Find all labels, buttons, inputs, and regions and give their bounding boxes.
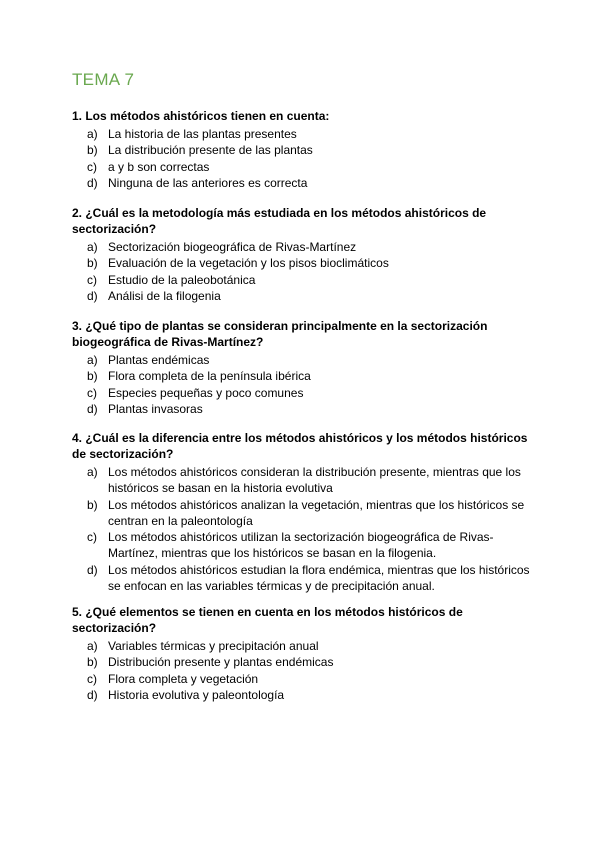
question-3 [72, 318, 532, 417]
option-marker: d) [87, 288, 98, 303]
option-text: Flora completa de la península ibérica [108, 369, 311, 384]
option-b [72, 142, 532, 158]
option-text: Los métodos ahistóricos analizan la vegetación, mientras que los históricos se centran en la paleontología [108, 497, 525, 528]
option-a [72, 239, 532, 255]
options-list [72, 239, 532, 304]
option-d [72, 288, 532, 304]
option-marker: a) [87, 127, 98, 141]
option-a [72, 464, 532, 497]
option-marker: a) [87, 353, 98, 367]
option-text: a y b son correctas [108, 159, 210, 174]
option-text: Variables térmicas y precipitación anual [108, 639, 319, 653]
option-marker: c) [87, 272, 97, 287]
option-b [72, 368, 532, 384]
option-c [72, 385, 532, 401]
question-2 [72, 205, 532, 304]
option-marker: b) [87, 369, 98, 384]
page-title: TEMA 7 [72, 70, 135, 89]
options-list [72, 638, 532, 703]
question-text: 4. ¿Cuál es la diferencia entre los métodos ahistóricos y los métodos históricos de sectorización? [72, 431, 528, 461]
option-c [72, 529, 532, 562]
options-list [72, 464, 532, 594]
option-marker: a) [87, 240, 98, 254]
question-1 [72, 108, 532, 191]
question-text: 2. ¿Cuál es la metodología más estudiada en los métodos ahistóricos de sectorización? [72, 206, 487, 236]
question-4 [72, 430, 532, 594]
option-marker: d) [87, 401, 98, 416]
option-text: Análisi de la filogenia [108, 288, 221, 303]
option-marker: b) [87, 497, 98, 512]
option-c [72, 272, 532, 288]
option-text: Historia evolutiva y paleontología [108, 687, 285, 702]
question-5 [72, 604, 532, 703]
question-text: 5. ¿Qué elementos se tienen en cuenta en los métodos históricos de sectorización? [72, 605, 463, 635]
option-marker: c) [87, 159, 97, 174]
option-marker: b) [87, 256, 98, 271]
option-marker: a) [87, 639, 98, 653]
option-d [72, 687, 532, 703]
option-text: Ninguna de las anteriores es correcta [108, 175, 308, 190]
option-marker: c) [87, 385, 97, 400]
option-a [72, 352, 532, 368]
option-marker: b) [87, 655, 98, 670]
option-a [72, 126, 532, 142]
option-text: La historia de las plantas presentes [108, 127, 297, 141]
option-c [72, 671, 532, 687]
option-text: Evaluación de la vegetación y los pisos bioclimáticos [108, 256, 389, 271]
option-text: Plantas endémicas [108, 353, 210, 367]
option-text: Sectorización biogeográfica de Rivas-Martínez [108, 240, 357, 254]
option-b [72, 255, 532, 271]
option-text: Los métodos ahistóricos estudian la flora endémica, mientras que los históricos se enfocan en las variables térmicas y de precipitación anual. [108, 562, 530, 594]
option-text: Flora completa y vegetación [108, 671, 259, 686]
option-text: Los métodos ahistóricos utilizan la sectorización biogeográfica de Rivas-Martínez, mientras que los históricos se basan en la filogenia. [108, 530, 494, 561]
option-marker: d) [87, 175, 98, 190]
option-marker: c) [87, 671, 97, 686]
option-d [72, 175, 532, 191]
option-c [72, 159, 532, 175]
option-marker: b) [87, 143, 98, 158]
option-b [72, 654, 532, 670]
option-marker: a) [87, 465, 98, 479]
question-text: 1. Los métodos ahistóricos tienen en cuenta: [72, 109, 330, 123]
option-text: Distribución presente y plantas endémicas [108, 655, 334, 670]
option-marker: d) [87, 562, 98, 577]
option-text: La distribución presente de las plantas [108, 143, 313, 158]
option-text: Los métodos ahistóricos consideran la distribución presente, mientras que los históricos se basan en la historia evolutiva [108, 465, 521, 496]
question-text: 3. ¿Qué tipo de plantas se consideran principalmente en la sectorización biogeográfica de Rivas-Martínez? [72, 319, 488, 349]
option-text: Estudio de la paleobotánica [108, 272, 256, 287]
options-list [72, 352, 532, 417]
option-marker: d) [87, 687, 98, 702]
option-d [72, 562, 532, 595]
option-b [72, 497, 532, 530]
option-d [72, 401, 532, 417]
options-list [72, 126, 532, 191]
option-marker: c) [87, 530, 97, 545]
option-text: Plantas invasoras [108, 401, 203, 416]
option-text: Especies pequeñas y poco comunes [108, 385, 304, 400]
option-a [72, 638, 532, 654]
